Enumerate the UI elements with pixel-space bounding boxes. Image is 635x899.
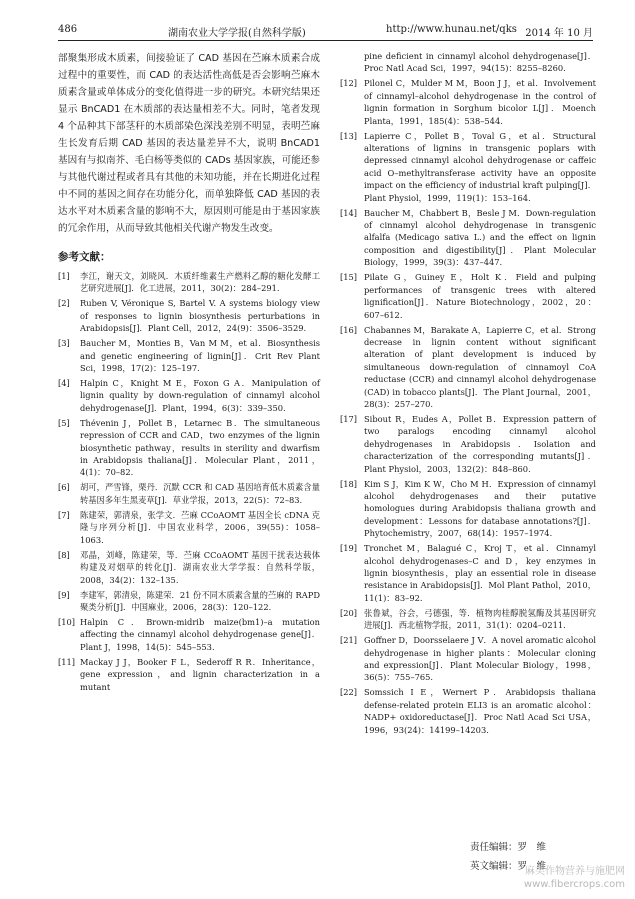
- reference-text: Halpin C．Brown-midrib maize(bm1)–a mutation affecting the cinnamyl alcohol dehydrogenase gene[J]．Plant J，1998，14(5)：545–553.: [80, 616, 320, 652]
- reference-item: [340, 77, 596, 127]
- reference-number: [7]: [58, 509, 70, 520]
- reference-item: [58, 337, 320, 374]
- reference-item: [58, 549, 320, 586]
- reference-text: 李建军，郭清泉，陈建荣．21 份不同木质素含量的苎麻的 RAPD 聚类分析[J]．中国麻业，2006，28(3)：120–122.: [80, 589, 320, 612]
- reference-item: [340, 207, 596, 269]
- reference-item: [340, 542, 596, 604]
- reference-item: [58, 509, 320, 546]
- reference-text: 李江，谢天文，刘晓风．木质纤维素生产燃料乙醇的糖化发酵工艺研究进展[J]．化工进展，2011，30(2)：284–291.: [80, 271, 320, 294]
- reference-item: [58, 297, 320, 334]
- reference-number: [17]: [340, 413, 358, 424]
- watermark-title: 麻类作物营养与施肥网: [525, 866, 625, 877]
- reference-text: Baucher M，Monties B，Van M M，et al．Biosynthesis and genetic engineering of lignin[J]．Crit Rev Plant Sci，1998，17(2)：125–197.: [80, 338, 320, 374]
- reference-text: Lapierre C，Pollet B，Toval G，et al．Structural alterations of lignins in transgenic poplars with depressed cinnamyl alcohol dehydrogenase or caffeic acid O–methyltransferase activity have an opposite impact on the efficiency of industrial kraft pulping[J]．Plant Physiol，1999，119(1)：153–164.: [364, 130, 596, 203]
- reference-item: [340, 478, 596, 540]
- reference-number: [20]: [340, 607, 358, 618]
- reference-text: Pilonel C，Mulder M M，Boon J J，et al．Involvement of cinnamyl–alcohol dehydrogenase in the control of lignin formation in Sorghum bicolor L[J]．Moench Planta，1991，185(4)：538–544.: [364, 78, 596, 126]
- body-paragraph: 部聚集形成木质素，间接验证了 CAD 基因在苎麻木质素合成过程中的重要性，而 CAD 的表达活性高低是否会影响苎麻木质素含量或单体成分的变化值得进一步的研究。本研究结果还显示 BnCAD1 在木质部的表达量相差不大。同时，笔者发现 4 个品种其下部茎秆的木质部染色深浅差别不明显，表明苎麻生长发育后期 CAD 基因的表达量差异不大，说明 BnCAD1 基因有与拟南芥、毛白杨等类似的 CADs 基因家族，可能还参与其他代谢过程或者具有其他的未知功能，并在长期进化过程中不同的基因之间存在功能分化，而单独降低 CAD 基因的表达水平对木质素含量的影响不大，原因则可能是由于基因家族的冗余作用，从而导致其他相关代谢产物发生改变。: [58, 53, 320, 234]
- reference-text: Pilate G，Guiney E，Holt K．Field and pulping performances of transgenic trees with altered lignification[J]．Nature Biotechnology，2002，20：607–612.: [364, 272, 596, 320]
- reference-number: [21]: [340, 635, 358, 646]
- reference-text: Thévenin J，Pollet B，Letarnec B．The simultaneous repression of CCR and CAD，two enzymes of the lignin biosynthetic pathway，results in sterility and dwarfism in Arabidopsis thaliana[J]．Molecular Plant，2011，4(1)：70–82.: [80, 417, 320, 478]
- reference-text: Sibout R，Eudes A，Pollet B．Expression pattern of two paralogs encoding cinnamyl alcohol dehydrogenases in Arabidopsis．Isolation and characterization of the corresponding mutants[J]．Plant Physiol，2003，132(2)：848–860.: [364, 413, 596, 474]
- reference-number: [14]: [340, 207, 358, 218]
- reference-item: [340, 271, 596, 321]
- reference-item: [340, 130, 596, 204]
- reference-text: Halpin C，Knight M E，Foxon G A．Manipulation of lignin quality by down-regulation of cinnamyl alcohol dehydrogenase[J]．Plant，1994，6(3)：339–350.: [80, 378, 320, 413]
- reference-continuation: [340, 50, 596, 75]
- reference-number: [19]: [340, 543, 358, 554]
- reference-number: [12]: [340, 78, 358, 89]
- reference-text: Goffner D，Doorsselaere J V．A novel aromatic alcohol dehydrogenase in higher plants：Molecular cloning and expression[J]．Plant Molecular Biology，1998，36(5)：755–765.: [364, 635, 596, 683]
- reference-item: [340, 413, 596, 475]
- reference-item: [58, 616, 320, 653]
- reference-number: [15]: [340, 272, 358, 283]
- reference-number: [22]: [340, 687, 358, 698]
- reference-item: [340, 324, 596, 411]
- reference-number: [4]: [58, 378, 70, 389]
- reference-number: [11]: [58, 656, 76, 667]
- reference-item: [340, 634, 596, 684]
- watermark: [524, 865, 625, 891]
- reference-number: [3]: [58, 338, 70, 349]
- reference-text: 邓晶，刘峰，陈建荣，等．苎麻 CCoAOMT 基因干扰表达载体构建及对烟草的转化[J]．湖南农业大学学报：自然科学版，2008，34(2)：132–135.: [80, 549, 320, 585]
- reference-number: [18]: [340, 478, 358, 489]
- reference-number: [6]: [58, 482, 70, 493]
- references-list-right: [340, 77, 596, 736]
- reference-number: [8]: [58, 549, 70, 560]
- responsible-editor: 责任编辑：罗 维: [470, 842, 547, 853]
- reference-item: [58, 270, 320, 295]
- page-header: [58, 24, 593, 41]
- reference-text: pine deficient in cinnamyl alcohol dehydrogenase[J]．Proc Natl Acad Sci，1997，94(15)：8255–8260.: [364, 51, 596, 74]
- reference-text: Somssich I E，Wernert P．Arabidopsis thaliana defense-related protein ELI3 is an aromatic alcohol：NADP+ oxidoreductase[J]．Proc Natl Acad Sci USA，1996，93(24)：14199–14203.: [364, 687, 596, 735]
- issue-date: 2014 年 10 月: [525, 28, 593, 39]
- references-list-left: [58, 270, 320, 693]
- reference-number: [13]: [340, 130, 358, 141]
- reference-text: 陈建荣，郭清泉，张学文．苎麻 CCoAOMT 基因全长 cDNA 克隆与序列分析[J]．中国农业科学，2006，39(55)：1058–1063.: [80, 509, 320, 545]
- reference-item: [58, 656, 320, 693]
- left-column: [58, 50, 320, 696]
- reference-text: Tronchet M，Balagué C，Kroj T，et al．Cinnamyl alcohol dehydrogenases–C and D，key enzymes in lignin biosynthesis，play an essential role in disease resistance in Arabidopsis[J]．Mol Plant Pathol，2010，11(1)：83–92.: [364, 543, 596, 603]
- reference-text: Baucher M，Chabbert B，Besle J M．Down-regulation of cinnamyl alcohol dehydrogenase in transgenic alfalfa (Medicago sativa L.) and the effect on lignin composition and digestibility[J]．Plant Molecular Biology，1999，39(3)：437–447.: [364, 207, 596, 268]
- watermark-url: www.fibercrops.com: [523, 879, 625, 890]
- reference-text: Chabannes M，Barakate A，Lapierre C，et al．Strong decrease in lignin content without significant alteration of plant development is induced by simultaneous down-regulation of cinnamoyl CoA reductase (CCR) and cinnamyl alcohol dehydrogenase (CAD) in tobacco plants[J]．The Plant Journal，2001，28(3)：257–270.: [364, 324, 596, 409]
- reference-text: 张鲁斌，谷会，弓德强，等．植物肉桂醇脱氢酶及其基因研究进展[J]．西北植物学报，2011，31(1)：0204–0211.: [364, 607, 596, 631]
- reference-number: [5]: [58, 417, 70, 428]
- reference-item: [58, 417, 320, 479]
- reference-text: Ruben V, Véronique S, Bartel V. A systems biology view of responses to lignin biosynthesis perturbations in Arabidopsis[J]．Plant Cell，2012，24(9)：3506–3529.: [80, 298, 320, 334]
- reference-number: [10]: [58, 616, 76, 627]
- page-number: 486: [58, 24, 78, 35]
- reference-number: [1]: [58, 271, 70, 281]
- english-editor: 英文编辑：罗 维: [470, 861, 547, 872]
- right-column: [340, 50, 596, 739]
- reference-text: Kim S J，Kim K W，Cho M H．Expression of cinnamyl alcohol dehydrogenases and their putative homologues during Arabidopsis thaliana growth and development：Lessons for database annotations?[J]．Phytochemistry，2007，68(14)：1957–1974.: [364, 478, 596, 539]
- references-heading: 参考文献：: [58, 251, 111, 263]
- reference-item: [58, 589, 320, 614]
- reference-number: [16]: [340, 324, 358, 335]
- journal-title: 湖南农业大学学报(自然科学版): [168, 28, 306, 39]
- reference-item: [340, 607, 596, 632]
- reference-number: [9]: [58, 589, 70, 600]
- reference-item: [58, 377, 320, 414]
- journal-url[interactable]: http://www.hunau.net/qks: [386, 24, 517, 35]
- reference-text: 胡可，严雪锋，栗丹．沉默 CCR 和 CAD 基因培育低木质素含量转基因多年生黑麦草[J]．草业学报，2013，22(5)：72–83.: [80, 482, 320, 505]
- reference-number: [2]: [58, 298, 70, 309]
- reference-item: [340, 686, 596, 736]
- reference-item: [58, 481, 320, 506]
- reference-text: Mackay J J，Booker F L，Sederoff R R．Inheritance，gene expression，and lignin characterization in a mutant: [80, 656, 320, 692]
